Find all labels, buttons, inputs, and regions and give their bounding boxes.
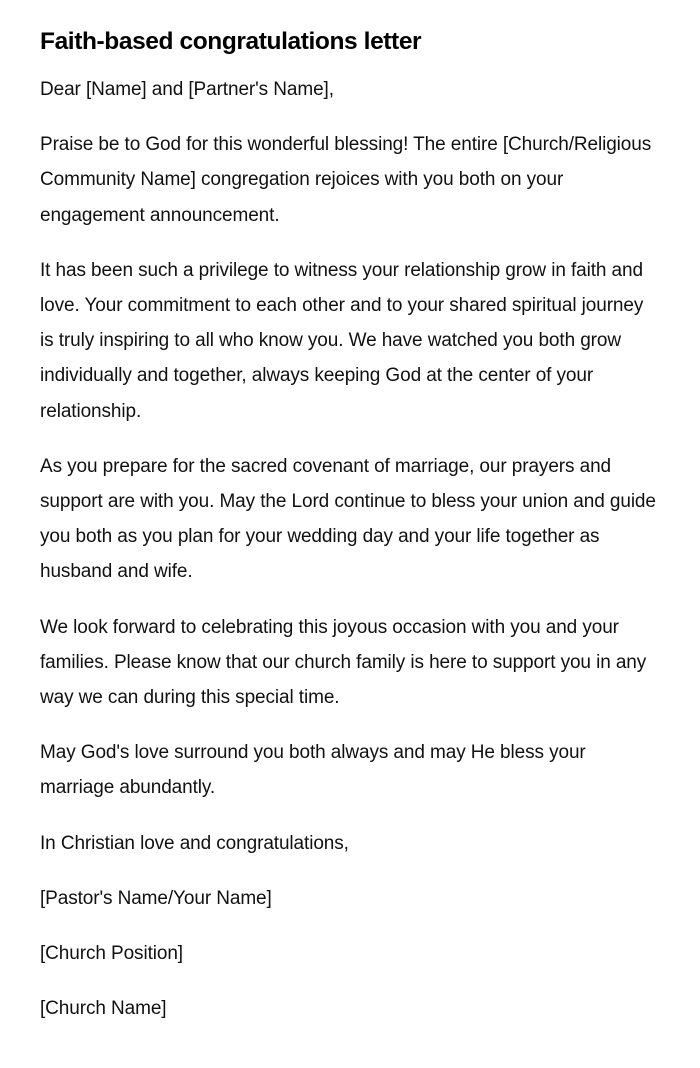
body-paragraph-5: May God's love surround you both always and may He bless your marriage abundantly. (40, 742, 586, 799)
salutation: Dear [Name] and [Partner's Name], (40, 79, 334, 100)
signature-church: [Church Name] (40, 998, 167, 1020)
body-paragraph-2: It has been such a privilege to witness your relationship grow in faith and love. Your commitment to each other and to your shared spiritual journey is truly inspiring to all who know you. We have watched you both grow individually and together, always keeping God at the center of your relationship. (40, 259, 644, 422)
closing: In Christian love and congratulations, (40, 832, 349, 854)
page-title: Faith-based congratulations letter (40, 28, 422, 55)
body-paragraph-3: As you prepare for the sacred covenant of marriage, our prayers and support are with you. May the Lord continue to bless your union and guide you both as you plan for your wedding day and your life together as husband and wife. (40, 455, 656, 583)
signature-name: [Pastor's Name/Your Name] (40, 887, 272, 909)
body-paragraph-1: Praise be to God for this wonderful blessing! The entire [Church/Religious Community Name] congregation rejoices with you both on your engagement announcement. (40, 134, 652, 226)
signature-position: [Church Position] (40, 943, 183, 965)
body-paragraph-4: We look forward to celebrating this joyous occasion with you and your families. Please know that our church family is here to support you in any way we can during this special time. (40, 616, 647, 709)
